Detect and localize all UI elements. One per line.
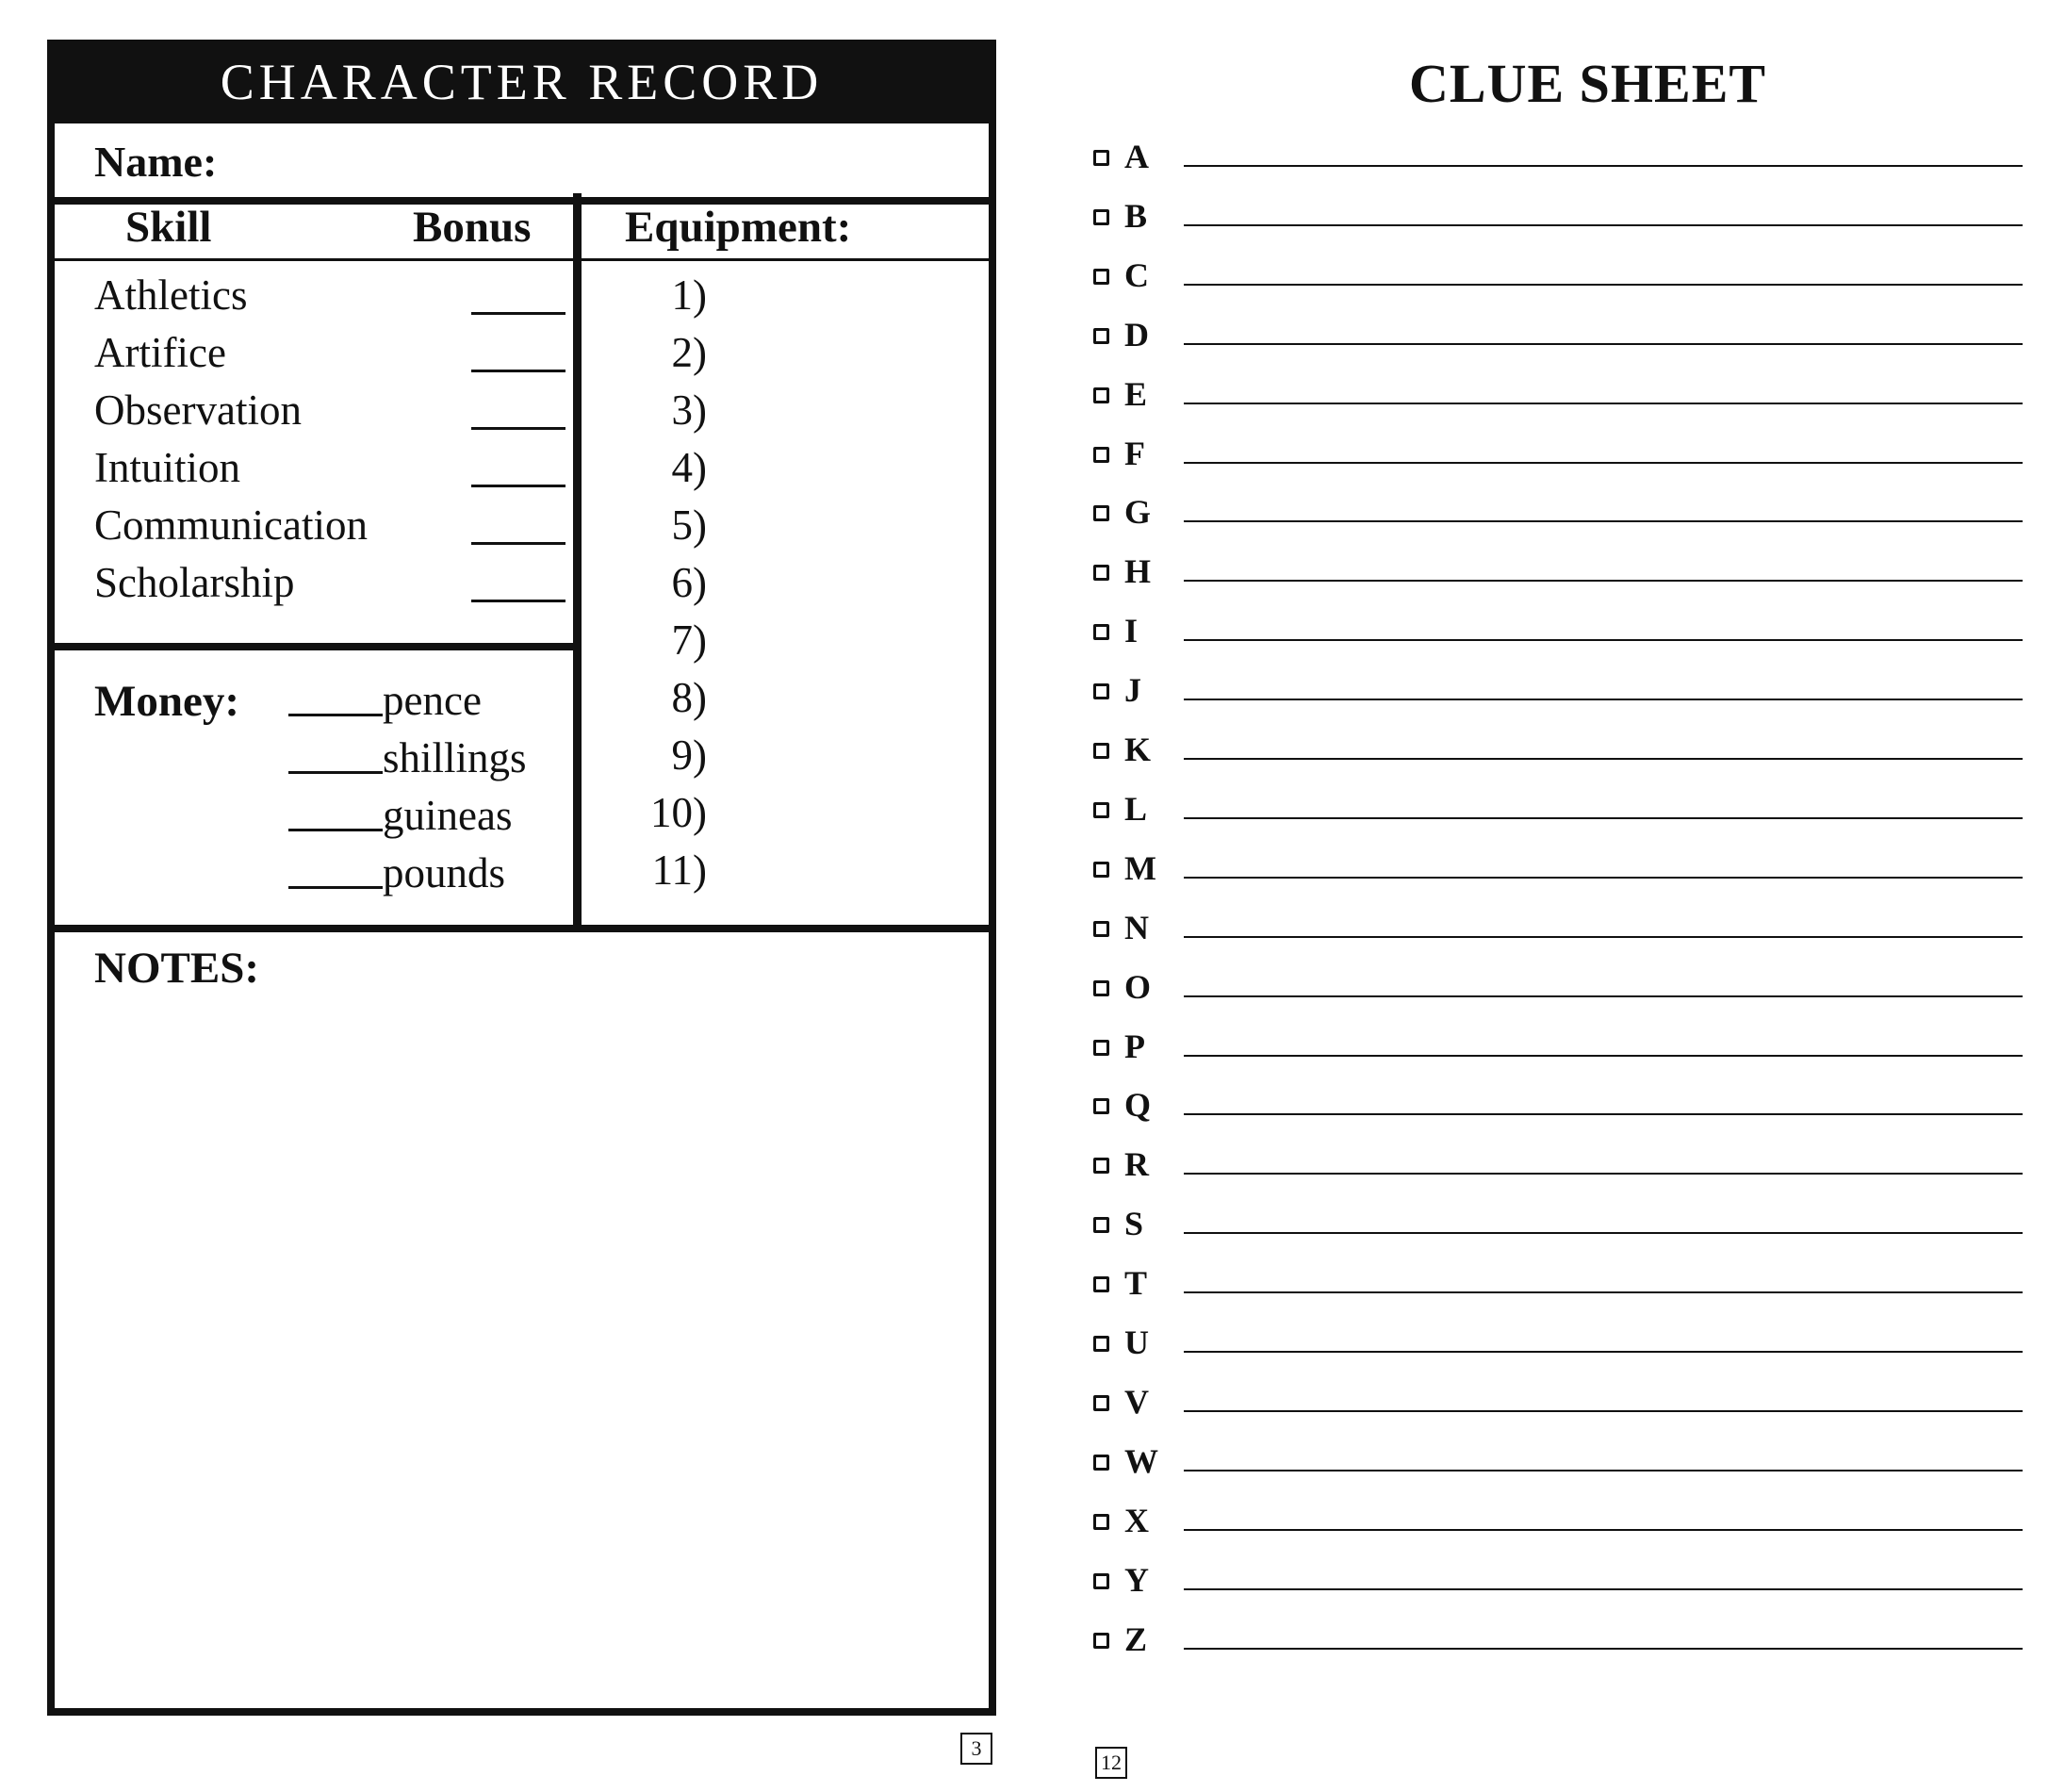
clue-row: [1093, 670, 2026, 727]
clue-sheet-title: CLUE SHEET: [1409, 53, 1767, 114]
clue-checkbox[interactable]: [1093, 505, 1109, 521]
bonus-blank[interactable]: [471, 600, 565, 602]
skill-row-communication: [94, 501, 565, 557]
clue-row: [1093, 551, 2026, 608]
clue-checkbox[interactable]: [1093, 1633, 1109, 1649]
clue-row: [1093, 1619, 2026, 1676]
clue-checkbox[interactable]: [1093, 862, 1109, 878]
clue-letter: I: [1124, 612, 1139, 649]
clue-answer-line[interactable]: [1184, 520, 2023, 522]
money-row-pounds[interactable]: [288, 848, 505, 905]
equipment-slot[interactable]: 3): [671, 386, 707, 434]
clue-checkbox[interactable]: [1093, 269, 1109, 285]
skill-row-observation: [94, 386, 565, 442]
clue-row: [1093, 908, 2026, 964]
money-label: Money:: [94, 677, 240, 726]
clue-checkbox[interactable]: [1093, 1336, 1109, 1352]
clue-row: [1093, 434, 2026, 490]
skill-row-artifice: [94, 328, 565, 385]
equipment-slot[interactable]: 2): [671, 329, 707, 376]
notes-label: NOTES:: [94, 944, 259, 993]
equipment-slot[interactable]: 4): [671, 444, 707, 491]
clue-checkbox[interactable]: [1093, 150, 1109, 166]
clue-checkbox[interactable]: [1093, 624, 1109, 640]
clue-answer-line[interactable]: [1184, 1470, 2023, 1471]
clue-letter: R: [1124, 1145, 1149, 1183]
money-row-pence[interactable]: [288, 676, 482, 732]
clue-checkbox[interactable]: [1093, 1514, 1109, 1530]
clue-answer-line[interactable]: [1184, 1291, 2023, 1293]
clue-row: [1093, 848, 2026, 905]
clue-letter: Z: [1124, 1620, 1148, 1658]
clue-row: [1093, 1560, 2026, 1617]
clue-row: [1093, 1323, 2026, 1379]
name-field[interactable]: [55, 120, 989, 205]
equipment-slot[interactable]: 10): [650, 789, 707, 836]
money-unit: pounds: [383, 849, 506, 896]
clue-checkbox[interactable]: [1093, 328, 1109, 344]
clue-letter: D: [1124, 316, 1149, 353]
bonus-blank[interactable]: [471, 427, 565, 430]
clue-letter: E: [1124, 375, 1148, 413]
clue-answer-line[interactable]: [1184, 936, 2023, 938]
clue-row: [1093, 1263, 2026, 1320]
clue-row: [1093, 1027, 2026, 1083]
clue-letter: M: [1124, 849, 1156, 887]
clue-letter: L: [1124, 790, 1148, 828]
clue-checkbox[interactable]: [1093, 1455, 1109, 1471]
clue-checkbox[interactable]: [1093, 980, 1109, 996]
clue-row: [1093, 196, 2026, 253]
clue-checkbox[interactable]: [1093, 743, 1109, 759]
clue-row: [1093, 255, 2026, 312]
clue-row: [1093, 1204, 2026, 1260]
clue-answer-line[interactable]: [1184, 1410, 2023, 1412]
page-number-left: 3: [960, 1733, 992, 1765]
skill-row-scholarship: [94, 558, 565, 615]
money-blank[interactable]: [288, 829, 383, 831]
money-unit: shillings: [383, 734, 527, 781]
money-divider: [55, 643, 573, 650]
bonus-blank[interactable]: [471, 312, 565, 315]
clue-letter: B: [1124, 197, 1148, 235]
equipment-slot[interactable]: 9): [671, 732, 707, 779]
clue-letter: U: [1124, 1323, 1149, 1361]
clue-checkbox[interactable]: [1093, 1098, 1109, 1114]
page-number-right: 12: [1095, 1747, 1127, 1779]
clue-letter: O: [1124, 968, 1152, 1006]
clue-row: [1093, 1382, 2026, 1439]
clue-letter: N: [1124, 909, 1149, 946]
money-unit: pence: [383, 677, 482, 724]
clue-row: [1093, 492, 2026, 549]
clue-answer-line[interactable]: [1184, 1648, 2023, 1650]
clue-letter: X: [1124, 1502, 1149, 1539]
clue-answer-line[interactable]: [1184, 165, 2023, 167]
clue-checkbox[interactable]: [1093, 1395, 1109, 1411]
clue-answer-line[interactable]: [1184, 1173, 2023, 1175]
clue-letter: P: [1124, 1028, 1145, 1065]
character-record-title: CHARACTER RECORD: [55, 40, 989, 120]
clue-letter: J: [1124, 671, 1141, 709]
money-blank[interactable]: [288, 771, 383, 774]
clue-checkbox[interactable]: [1093, 1276, 1109, 1292]
clue-letter: S: [1124, 1205, 1144, 1242]
notes-divider: [55, 925, 989, 932]
bonus-header: Bonus: [413, 203, 532, 252]
clue-checkbox[interactable]: [1093, 1040, 1109, 1056]
clue-checkbox[interactable]: [1093, 802, 1109, 818]
clue-row: [1093, 1501, 2026, 1557]
money-row-shillings[interactable]: [288, 733, 527, 790]
clue-row: [1093, 374, 2026, 431]
clue-letter: F: [1124, 435, 1145, 472]
clue-answer-line[interactable]: [1184, 877, 2023, 879]
clue-row: [1093, 315, 2026, 371]
equipment-header: Equipment:: [625, 203, 852, 252]
clue-letter: G: [1124, 493, 1152, 531]
clue-row: [1093, 611, 2026, 667]
clue-answer-line[interactable]: [1184, 1232, 2023, 1234]
clue-checkbox[interactable]: [1093, 1217, 1109, 1233]
clue-answer-line[interactable]: [1184, 580, 2023, 582]
clue-letter: T: [1124, 1264, 1148, 1302]
equipment-slot[interactable]: 6): [671, 559, 707, 606]
clue-answer-line[interactable]: [1184, 1113, 2023, 1115]
column-divider: [573, 193, 582, 925]
skill-label: Scholarship: [94, 559, 295, 606]
clue-answer-line[interactable]: [1184, 462, 2023, 464]
clue-answer-line[interactable]: [1184, 1529, 2023, 1531]
name-label: Name:: [94, 138, 218, 186]
clue-answer-line[interactable]: [1184, 639, 2023, 641]
clue-letter: K: [1124, 731, 1152, 768]
clue-answer-line[interactable]: [1184, 817, 2023, 819]
skill-header-rule: [55, 258, 573, 261]
clue-row: [1093, 967, 2026, 1024]
bonus-blank[interactable]: [471, 542, 565, 545]
clue-row: [1093, 1144, 2026, 1201]
clue-answer-line[interactable]: [1184, 343, 2023, 345]
skill-label: Intuition: [94, 444, 240, 491]
equipment-slot[interactable]: 7): [671, 617, 707, 664]
clue-answer-line[interactable]: [1184, 1055, 2023, 1057]
bonus-blank[interactable]: [471, 370, 565, 372]
clue-answer-line[interactable]: [1184, 1351, 2023, 1353]
skill-label: Artifice: [94, 329, 226, 376]
clue-checkbox[interactable]: [1093, 683, 1109, 699]
clue-checkbox[interactable]: [1093, 921, 1109, 937]
clue-answer-line[interactable]: [1184, 995, 2023, 997]
clue-letter: W: [1124, 1442, 1158, 1480]
clue-letter: Y: [1124, 1561, 1149, 1599]
clue-answer-line[interactable]: [1184, 1588, 2023, 1590]
money-row-guineas[interactable]: [288, 791, 512, 847]
equipment-slot[interactable]: 1): [671, 271, 707, 319]
clue-row: [1093, 1085, 2026, 1142]
money-unit: guineas: [383, 792, 513, 839]
skill-label: Communication: [94, 501, 368, 549]
equipment-slot[interactable]: 5): [671, 501, 707, 549]
money-blank[interactable]: [288, 886, 383, 889]
clue-answer-line[interactable]: [1184, 758, 2023, 760]
clue-letter: C: [1124, 256, 1149, 294]
clue-checkbox[interactable]: [1093, 209, 1109, 225]
clue-row: [1093, 789, 2026, 846]
clue-answer-line[interactable]: [1184, 699, 2023, 700]
clue-letter: A: [1124, 138, 1149, 175]
skill-header: Skill: [125, 203, 212, 252]
skill-label: Observation: [94, 386, 302, 434]
clue-row: [1093, 137, 2026, 193]
skill-row-athletics: [94, 271, 565, 327]
money-blank[interactable]: [288, 714, 383, 716]
skill-label: Athletics: [94, 271, 248, 319]
clue-letter: V: [1124, 1383, 1149, 1421]
clue-letter: Q: [1124, 1086, 1152, 1124]
clue-answer-line[interactable]: [1184, 224, 2023, 226]
clue-answer-line[interactable]: [1184, 284, 2023, 286]
equipment-header-rule: [582, 258, 989, 261]
clue-checkbox[interactable]: [1093, 387, 1109, 403]
clue-row: [1093, 730, 2026, 786]
skill-row-intuition: [94, 443, 565, 500]
clue-letter: H: [1124, 552, 1152, 590]
clue-checkbox[interactable]: [1093, 1158, 1109, 1174]
clue-checkbox[interactable]: [1093, 447, 1109, 463]
clue-checkbox[interactable]: [1093, 1573, 1109, 1589]
clue-answer-line[interactable]: [1184, 403, 2023, 404]
clue-checkbox[interactable]: [1093, 565, 1109, 581]
equipment-slot[interactable]: 8): [671, 674, 707, 721]
bonus-blank[interactable]: [471, 485, 565, 487]
clue-row: [1093, 1441, 2026, 1498]
character-record-panel: [47, 40, 996, 1716]
equipment-slot[interactable]: 11): [651, 847, 707, 894]
